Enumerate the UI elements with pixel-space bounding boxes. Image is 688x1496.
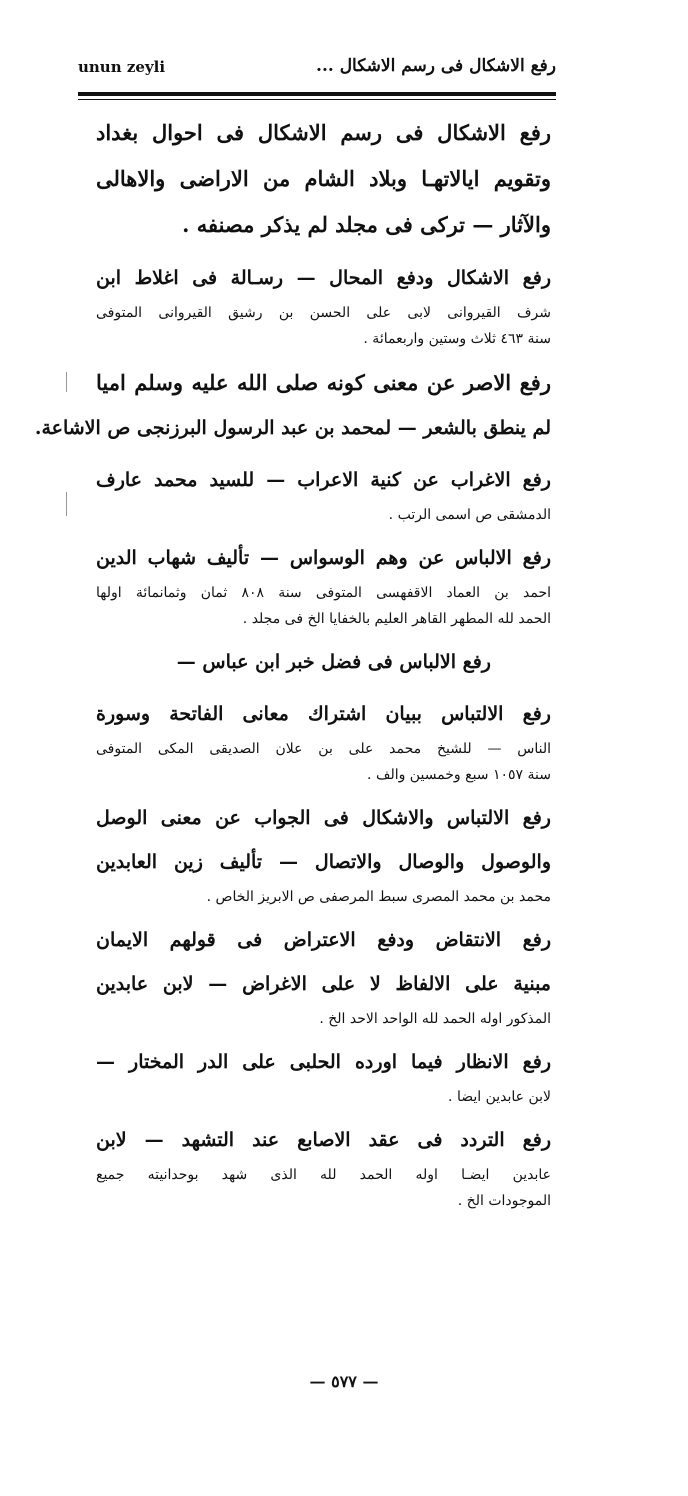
running-head-left: unun zeyli [78, 58, 166, 76]
entry-line: الناس — للشيخ محمد على بن علان الصديقى المكى المتوفى [96, 741, 551, 757]
entry-title-line: رفع الانتقاض ودفع الاعتراض فى قولهم الايمان [96, 929, 551, 951]
entry-title-line: رفع الالتباس ببيان اشتراك معانى الفاتحة وسورة [96, 703, 551, 725]
entry [96, 536, 551, 632]
entry [96, 692, 551, 788]
entry [96, 1040, 551, 1110]
entry-line: محمد بن محمد المصرى سبط المرصفى ص الابريز الخاص . [206, 889, 551, 905]
entry-line: الموجودات الخ . [457, 1193, 551, 1209]
entry-line: لابن عابدين ايضا . [448, 1089, 551, 1105]
entry-title-line: رفع الاشكال ودفع المحال — رسـالة فى اغلاط ابن [96, 267, 551, 289]
entry-line: والآثار — تركى فى مجلد لم يذكر مصنفه . [182, 212, 551, 237]
entry-line: سنة ٤٦٣ ثلاث وستين واربعمائة . [363, 331, 551, 347]
entry-title-line: رفع الالباس عن وهم الوسواس — تأليف شهاب الدين [96, 547, 551, 569]
entry-title-line: رفع الالتباس والاشكال فى الجواب عن معنى الوصل [96, 807, 551, 829]
entry-title-line: رفع التردد فى عقد الاصابع عند التشهد — لابن [96, 1129, 551, 1151]
page-number: — ٥٧٧ — [309, 1372, 379, 1391]
header-rule-thin [78, 99, 556, 100]
entry [96, 796, 551, 910]
entry-title-line: رفع الالباس فى فضل خبر ابن عباس — [176, 651, 491, 673]
header-rule [78, 92, 556, 96]
entry [96, 1118, 551, 1214]
entry-line: لم ينطق بالشعر — لمحمد بن عبد الرسول البرزنجى ص الاشاعة. [34, 417, 551, 439]
page-header [78, 58, 556, 88]
margin-mark [66, 372, 67, 392]
entry-title-line: رفع الاصر عن معنى كونه صلى الله عليه وسلم اميا [96, 370, 551, 395]
entry-title-line: رفع الانظار فيما اورده الحلبى على الدر المختار — [96, 1051, 551, 1073]
entry-title-line: رفع الاغراب عن كنية الاعراب — للسيد محمد عارف [96, 469, 551, 491]
entry-line: المذكور اوله الحمد لله الواحد الاحد الخ . [319, 1011, 551, 1027]
entry [96, 256, 551, 352]
entry [96, 110, 551, 248]
entry-line: وتقويم ايالاتهـا وبلاد الشام من الاراضى والاهالى [96, 166, 551, 191]
running-head-right: رفع الاشكال فى رسم الاشكال ... [316, 56, 556, 76]
entry-line: الدمشقى ص اسمى الرتب . [388, 507, 551, 523]
entry [96, 918, 551, 1032]
entry [34, 360, 551, 450]
entry [96, 458, 551, 528]
entry-line: مبنية على الالفاظ لا على الاغراض — لابن عابدين [96, 973, 551, 995]
bibliography-entries [34, 110, 551, 1222]
entry-title-line: رفع الاشكال فى رسم الاشكال فى احوال بغداد [96, 120, 551, 145]
entry-line: عابدين ايضـا اوله الحمد لله الذى شهد بوحدانيته جميع [96, 1167, 551, 1183]
entry-line: الحمد لله المطهر القاهر العليم بالخفايا الخ فى مجلد . [242, 611, 551, 627]
entry [96, 640, 551, 684]
margin-mark [66, 492, 67, 516]
entry-line: سنة ١٠٥٧ سبع وخمسين والف . [367, 767, 551, 783]
entry-line: احمد بن العماد الاقفهسى المتوفى سنة ٨٠٨ ثمان وثمانمائة اولها [96, 585, 551, 601]
entry-line: والوصول والوصال والاتصال — تأليف زين العابدين [96, 851, 551, 873]
entry-line: شرف القيروانى لابى على الحسن بن رشيق القيروانى المتوفى [96, 305, 551, 321]
